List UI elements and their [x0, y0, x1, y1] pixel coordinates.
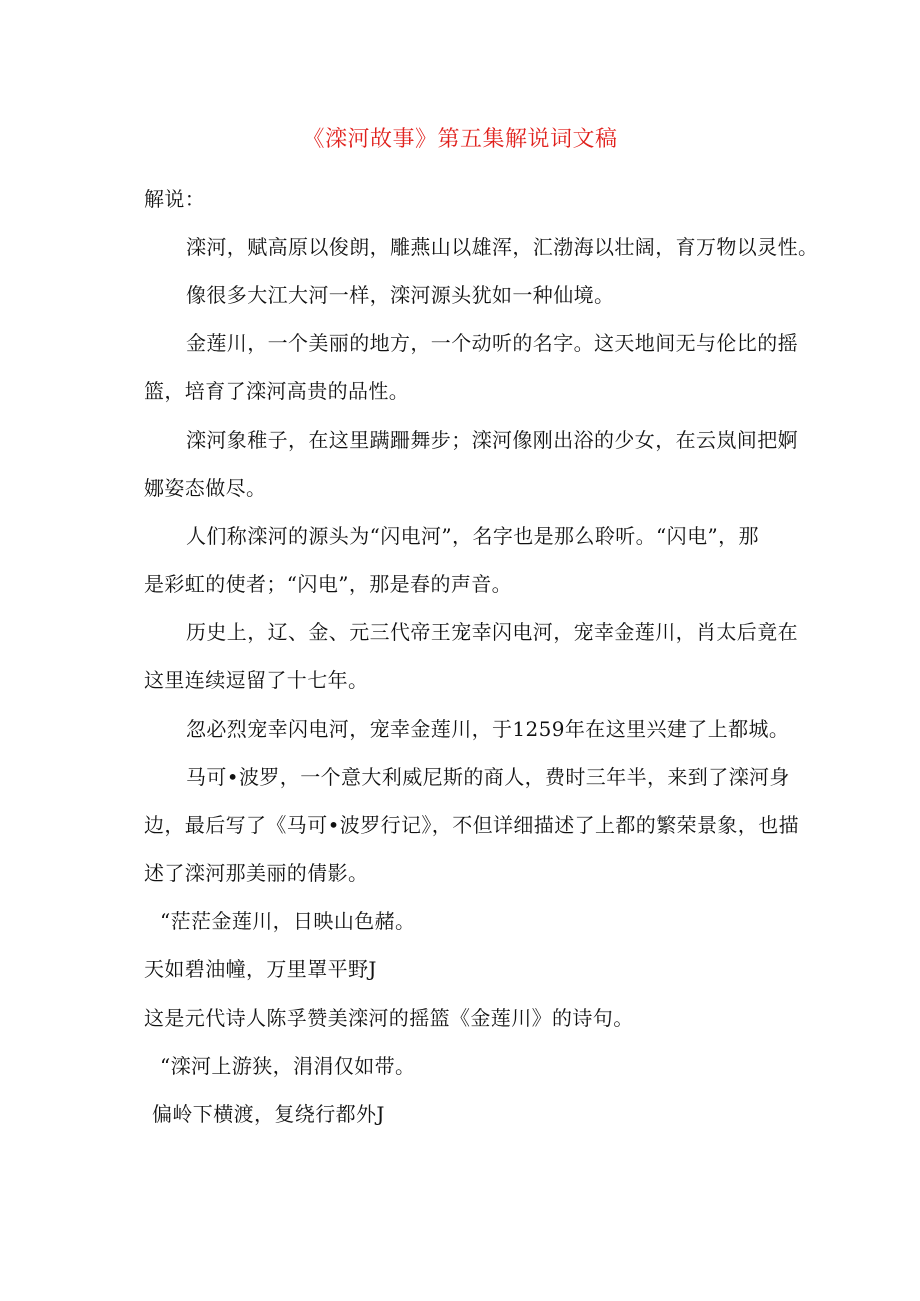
poem-line: 偏岭下横渡，复绕行都外J	[152, 1102, 385, 1126]
poem-line: 天如碧油幢，万里罩平野J	[144, 957, 377, 981]
paragraph-line: 滦河，赋高原以俊朗，雕燕山以雄浑，汇渤海以壮阔，育万物以灵性。	[186, 235, 819, 259]
poem-line: “滦河上游狭，涓涓仅如带。	[160, 1054, 416, 1078]
paragraph-line: 忽必烈宠幸闪电河，宠幸金莲川，于1259年在这里兴建了上都城。	[186, 717, 790, 741]
paragraph-line: 这里连续逗留了十七年。	[144, 668, 369, 692]
paragraph-line: 像很多大江大河一样，滦河源头犹如一种仙境。	[186, 283, 615, 307]
paragraph-line: 述了滦河那美丽的倩影。	[144, 861, 369, 885]
paragraph-line: 历史上，辽、金、元三代帝王宠幸闪电河，宠幸金莲川，肖太后竟在	[186, 620, 798, 644]
paragraph-line: 滦河象稚子，在这里蹒跚舞步；滦河像刚出浴的少女，在云岚间把婀	[186, 428, 798, 452]
paragraph-line: 边，最后写了《马可•波罗行记》，不但详细描述了上都的繁荣景象，也描	[144, 813, 799, 837]
paragraph-line: 马可•波罗，一个意大利威尼斯的商人，费时三年半，来到了滦河身	[186, 765, 790, 789]
paragraph-line: 金莲川，一个美丽的地方，一个动听的名字。这天地间无与伦比的摇	[186, 331, 798, 355]
section-label: 解说：	[144, 187, 206, 211]
paragraph-line: 娜姿态做尽。	[144, 476, 267, 500]
paragraph-line: 是彩虹的使者；“闪电”，那是春的声音。	[144, 572, 513, 596]
paragraph-line: 人们称滦河的源头为“闪电河”，名字也是那么聆听。“闪电”，那	[186, 524, 759, 548]
paragraph-line: 篮，培育了滦河高贵的品性。	[144, 379, 410, 403]
poem-line: “茫茫金莲川，日映山色赭。	[160, 909, 416, 933]
paragraph-line: 这是元代诗人陈孚赞美滦河的摇篮《金莲川》的诗句。	[144, 1006, 634, 1030]
document-title: 《滦河故事》第五集解说词文稿	[302, 127, 618, 152]
